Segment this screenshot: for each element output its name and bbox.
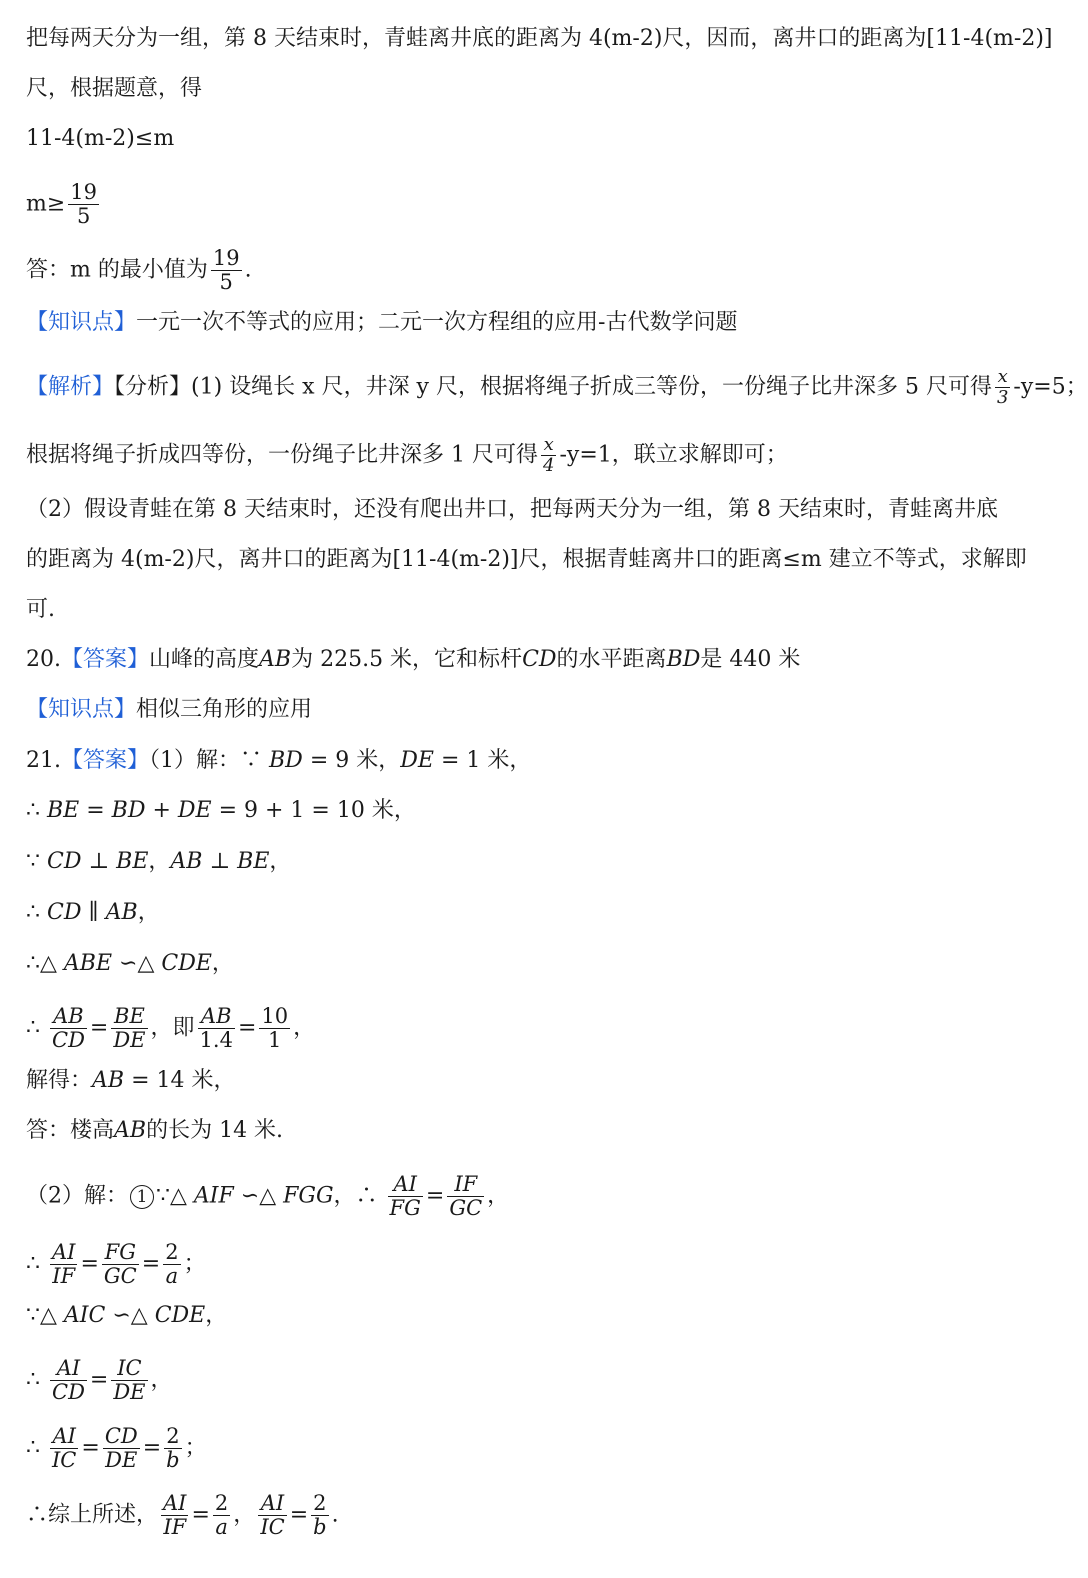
fraction-numerator: AB xyxy=(198,1006,235,1029)
line-text: ⊥ xyxy=(202,849,238,874)
fraction-numerator: 2 xyxy=(311,1493,328,1516)
equals-sign: = xyxy=(89,1015,109,1041)
knowledge-point-line xyxy=(26,695,312,725)
line-text: （1）解：∵ xyxy=(149,748,270,773)
math-line xyxy=(26,1006,315,1051)
fraction-denominator: a xyxy=(165,1264,179,1288)
paragraph-line xyxy=(26,24,1052,54)
line-text: ∵△ xyxy=(156,1183,194,1209)
fraction-numerator: 19 xyxy=(70,180,98,204)
math-line xyxy=(26,1174,509,1219)
fraction-denominator: CD xyxy=(52,1380,85,1404)
math-var: CD xyxy=(522,647,557,672)
fraction xyxy=(213,1493,230,1538)
line-text: ， xyxy=(150,1367,173,1393)
fraction-numerator: AI xyxy=(258,1493,286,1516)
equals-sign: = xyxy=(425,1183,445,1209)
math-var: BD xyxy=(269,748,303,773)
analysis-line xyxy=(26,368,1088,407)
fraction xyxy=(211,248,242,293)
math-line xyxy=(26,1358,173,1403)
fraction xyxy=(111,1006,147,1051)
fraction-numerator: x xyxy=(995,368,1010,388)
line-text: ∴ xyxy=(26,1435,47,1461)
equals-sign: = xyxy=(89,1367,109,1393)
line-text: ， xyxy=(148,849,171,874)
fraction-denominator: b xyxy=(313,1515,327,1539)
line-text: = 1 米， xyxy=(433,748,532,773)
line-text: ； xyxy=(183,1251,206,1277)
inequality-result xyxy=(26,182,102,227)
line-text: ∴ xyxy=(26,1251,47,1277)
fraction-denominator: b xyxy=(166,1448,180,1472)
line-text: . xyxy=(244,257,252,283)
fraction xyxy=(541,436,556,475)
fraction-numerator: AI xyxy=(52,1240,76,1264)
fraction-numerator: FG xyxy=(102,1242,139,1265)
fraction xyxy=(68,182,99,227)
line-text: ∴ xyxy=(26,1015,47,1041)
math-var: AB xyxy=(105,900,138,925)
fraction-denominator: 1.4 xyxy=(199,1028,233,1052)
fraction xyxy=(164,1426,181,1471)
answer-20-line xyxy=(26,645,800,675)
line-text: 尺，根据题意，得 xyxy=(26,76,203,101)
paragraph-line xyxy=(26,495,998,525)
fraction-numerator: 2 xyxy=(164,1426,181,1449)
math-var: CDE xyxy=(154,1303,206,1328)
math-line xyxy=(26,1242,206,1287)
fraction-numerator: CD xyxy=(104,1424,138,1448)
line-text: ∽△ xyxy=(233,1183,284,1209)
paragraph-line xyxy=(26,74,202,104)
line-text: ⊥ xyxy=(81,849,117,874)
fraction-denominator: GC xyxy=(103,1264,137,1288)
fraction-numerator: 2 xyxy=(214,1491,229,1515)
line-text: ∽△ xyxy=(112,951,162,976)
equals-sign: = xyxy=(81,1435,100,1461)
line-text: ， xyxy=(211,951,234,976)
knowledge-point-tag: 【知识点】 xyxy=(26,697,137,722)
analysis-tag: 【解析】 xyxy=(26,374,115,400)
fraction-denominator: IC xyxy=(52,1448,77,1472)
fraction xyxy=(163,1242,180,1287)
line-text: = 9 米， xyxy=(302,748,401,773)
line-text: 答：楼高 xyxy=(26,1118,115,1143)
knowledge-point-line xyxy=(26,308,737,338)
line-text: ∽△ xyxy=(105,1303,155,1328)
paragraph-line xyxy=(26,545,1027,575)
paragraph-line xyxy=(26,436,788,475)
line-text: （2）解： xyxy=(26,1183,128,1209)
line-text: . xyxy=(331,1502,339,1528)
fraction-denominator: FG xyxy=(389,1196,421,1220)
fraction xyxy=(102,1242,139,1287)
fraction-numerator: IC xyxy=(111,1358,147,1381)
question-number: 20. xyxy=(26,647,61,672)
fraction-numerator: 2 xyxy=(165,1240,179,1264)
fraction-denominator: GC xyxy=(449,1196,483,1220)
line-text: 是 440 米 xyxy=(700,647,801,672)
math-var: DE xyxy=(400,748,434,773)
line-text: = xyxy=(79,798,112,823)
line-text: 的距离为 4(m-2)尺，离井口的距离为[11-4(m-2)]尺，根据青蛙离井口的距离≤m 建立不等式，求解即 xyxy=(26,547,1027,572)
equals-sign: = xyxy=(80,1251,99,1277)
fraction-numerator: 10 xyxy=(261,1004,289,1028)
math-var: AIC xyxy=(63,1303,106,1328)
fraction xyxy=(161,1493,188,1538)
fraction-denominator: IF xyxy=(52,1264,76,1288)
line-text: ， xyxy=(487,1183,510,1209)
math-line xyxy=(26,1301,227,1331)
line-text: ∵△ xyxy=(26,1303,64,1328)
answer-tag: 【答案】 xyxy=(61,748,150,773)
fraction-denominator: CD xyxy=(52,1028,85,1052)
line-text: = 14 米， xyxy=(124,1068,236,1093)
fraction-denominator: 3 xyxy=(996,387,1009,408)
line-text: ， xyxy=(269,849,292,874)
math-var: BD xyxy=(111,798,146,823)
line-text: -y=1，联立求解即可； xyxy=(559,442,788,468)
line-text: 根据将绳子折成四等份，一份绳子比井深多 1 尺可得 xyxy=(26,442,538,468)
line-text: 一元一次不等式的应用；二元一次方程组的应用-古代数学问题 xyxy=(136,310,738,335)
math-var: AB xyxy=(92,1068,125,1093)
fraction xyxy=(50,1242,77,1287)
knowledge-point-tag: 【知识点】 xyxy=(26,310,137,335)
math-var: BE xyxy=(116,849,149,874)
fraction-numerator: x xyxy=(541,436,556,456)
fraction-numerator: 19 xyxy=(212,246,240,270)
line-text: ∴ xyxy=(26,1367,47,1393)
fraction-numerator: AI xyxy=(50,1426,78,1449)
equals-sign: = xyxy=(142,1435,162,1461)
fraction-numerator: AI xyxy=(388,1174,423,1197)
equals-sign: = xyxy=(289,1502,309,1528)
line-text: 11-4(m-2)≤m xyxy=(26,126,175,151)
fraction-denominator: 5 xyxy=(76,204,91,228)
line-text: = 9 + 1 = 10 米， xyxy=(211,798,416,823)
line-text: -y=5； xyxy=(1013,374,1088,400)
line-text: 可. xyxy=(26,597,55,622)
line-text: ，即 xyxy=(150,1015,195,1041)
fraction xyxy=(447,1174,484,1219)
fraction-numerator: AI xyxy=(163,1491,187,1515)
paragraph-line xyxy=(26,595,55,625)
math-var: AIF xyxy=(193,1183,234,1209)
fraction-denominator: IC xyxy=(260,1515,285,1539)
line-text: ； xyxy=(184,1435,207,1461)
fraction-denominator: DE xyxy=(113,1380,146,1404)
answer-21-line xyxy=(26,746,531,776)
fraction-numerator: BE xyxy=(111,1006,147,1029)
equals-sign: = xyxy=(237,1015,257,1041)
fraction-denominator: a xyxy=(215,1515,228,1539)
line-text: 山峰的高度 xyxy=(149,647,260,672)
line-text: ∴ xyxy=(26,798,47,823)
fraction xyxy=(258,1493,286,1538)
math-var: CD xyxy=(47,900,82,925)
fraction xyxy=(995,368,1010,407)
math-line xyxy=(26,796,416,826)
line-text: ， xyxy=(205,1303,228,1328)
fraction-denominator: DE xyxy=(105,1448,138,1472)
math-var: CDE xyxy=(161,951,212,976)
line-text: 【分析】(1) 设绳长 x 尺，井深 y 尺，根据将绳子折成三等份，一份绳子比井深多 5 尺可得 xyxy=(114,374,992,400)
fraction xyxy=(311,1493,328,1538)
math-var: DE xyxy=(177,798,212,823)
line-text: ∴综上所述， xyxy=(26,1502,159,1528)
math-var: AB xyxy=(170,849,203,874)
line-text: ， xyxy=(233,1502,256,1528)
fraction xyxy=(259,1006,290,1051)
fraction xyxy=(50,1426,78,1471)
fraction xyxy=(198,1006,235,1051)
math-var: FGG xyxy=(283,1183,334,1209)
answer-line xyxy=(26,1116,283,1146)
math-line xyxy=(26,1066,236,1096)
line-text: ∵ xyxy=(26,849,47,874)
math-var: BE xyxy=(47,798,80,823)
answer-line xyxy=(26,248,252,293)
fraction-denominator: 1 xyxy=(268,1028,282,1052)
math-line xyxy=(26,1426,207,1471)
math-var: BD xyxy=(666,647,701,672)
math-line xyxy=(26,847,291,877)
line-text: 解得： xyxy=(26,1068,93,1093)
math-var: AB xyxy=(114,1118,147,1143)
question-number: 21. xyxy=(26,748,61,773)
line-text: 相似三角形的应用 xyxy=(136,697,313,722)
math-var: CD xyxy=(47,849,82,874)
math-line xyxy=(26,898,160,928)
fraction xyxy=(388,1174,423,1219)
equals-sign: = xyxy=(141,1251,161,1277)
fraction xyxy=(103,1426,140,1471)
line-text: 的长为 14 米. xyxy=(146,1118,284,1143)
fraction xyxy=(111,1358,147,1403)
fraction xyxy=(50,1006,87,1051)
line-text: m≥ xyxy=(26,191,66,217)
conclusion-line xyxy=(26,1493,339,1538)
line-text: 的水平距离 xyxy=(556,647,667,672)
line-text: ∴△ xyxy=(26,951,64,976)
math-var: BE xyxy=(237,849,270,874)
line-text: ，∴ xyxy=(333,1183,385,1209)
line-text: 为 225.5 米，它和标杆 xyxy=(291,647,523,672)
math-line xyxy=(26,949,234,979)
fraction-denominator: IF xyxy=(163,1515,187,1539)
line-text: 答：m 的最小值为 xyxy=(26,257,208,283)
line-text: ∥ xyxy=(81,900,106,925)
line-text: + xyxy=(145,798,178,823)
fraction-denominator: 4 xyxy=(543,455,555,476)
fraction-numerator: AB xyxy=(50,1006,87,1029)
answer-tag: 【答案】 xyxy=(61,647,150,672)
fraction-numerator: IF xyxy=(447,1174,484,1197)
fraction-numerator: AI xyxy=(50,1358,87,1381)
line-text: ， xyxy=(293,1015,316,1041)
line-text: 把每两天分为一组，第 8 天结束时，青蛙离井底的距离为 4(m-2)尺，因而，离井口的距离为[11-4(m-2)] xyxy=(26,26,1053,51)
line-text: ∴ xyxy=(26,900,47,925)
math-var: AB xyxy=(259,647,292,672)
fraction-denominator: DE xyxy=(113,1028,146,1052)
inequality-line xyxy=(26,124,174,154)
math-var: ABE xyxy=(63,951,113,976)
circled-number: 1 xyxy=(130,1185,154,1209)
fraction-denominator: 5 xyxy=(219,270,233,294)
equals-sign: = xyxy=(191,1502,210,1528)
line-text: ， xyxy=(137,900,160,925)
line-text: （2）假设青蛙在第 8 天结束时，还没有爬出井口，把每两天分为一组，第 8 天结束时，青蛙离井底 xyxy=(26,497,998,522)
fraction xyxy=(50,1358,87,1403)
